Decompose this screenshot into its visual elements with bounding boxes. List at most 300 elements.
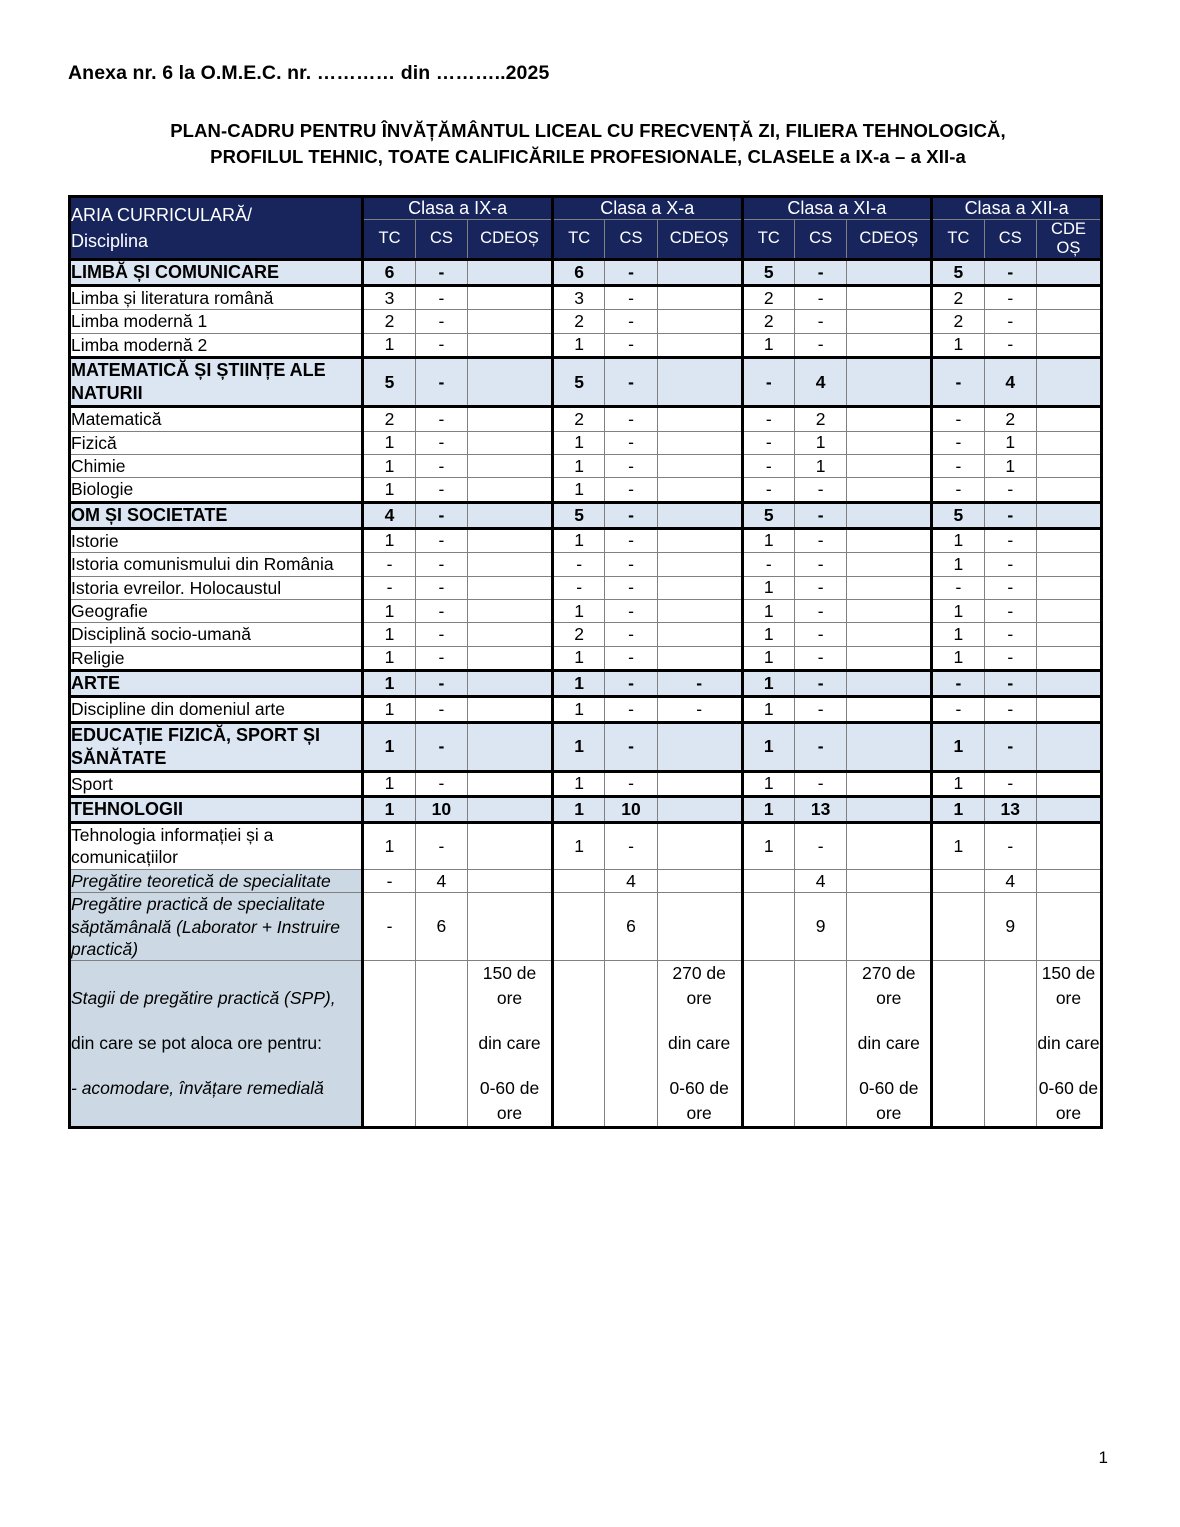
cell-10-tc: 1 xyxy=(552,697,604,722)
cell-9-cs: - xyxy=(415,623,467,646)
cell-12-tc: - xyxy=(932,431,984,454)
spp-cell-10-cdeos xyxy=(657,961,742,1127)
cell-11-cdeos xyxy=(847,431,932,454)
cell-9-tc: 1 xyxy=(363,797,415,823)
cell-10-cs: - xyxy=(605,823,657,870)
cell-10-cs: 10 xyxy=(605,797,657,823)
cell-9-tc: 1 xyxy=(363,771,415,796)
header-sub-12-cdeos: CDE OȘ xyxy=(1036,220,1101,260)
cell-10-cdeos xyxy=(657,310,742,333)
cell-12-cs: - xyxy=(984,671,1036,697)
cell-11-tc: - xyxy=(742,407,794,431)
header-sub-11-cs: CS xyxy=(794,220,846,260)
cell-11-tc: - xyxy=(742,553,794,576)
discipline-row xyxy=(70,576,1102,599)
cell-9-cs: - xyxy=(415,502,467,528)
spp-range-9: 0-60 de ore xyxy=(479,1077,540,1123)
cell-9-cdeos xyxy=(468,407,553,431)
cell-11-cdeos xyxy=(847,823,932,870)
cell-11-tc: - xyxy=(742,454,794,477)
cell-9-tc: 1 xyxy=(363,623,415,646)
cell-11-tc: - xyxy=(742,358,794,407)
cell-11-cs: - xyxy=(794,671,846,697)
cell-12-cdeos xyxy=(1036,553,1101,576)
page-title-line-2: PROFILUL TEHNIC, TOATE CALIFICĂRILE PROFESIONALE, CLASELE a IX-a – a XII-a xyxy=(210,146,966,168)
cell-12-tc: 2 xyxy=(932,285,984,309)
cell-11-cs: - xyxy=(794,478,846,502)
cell-12-cs: 2 xyxy=(984,407,1036,431)
discipline-row xyxy=(70,599,1102,622)
cell-12-cdeos xyxy=(1036,697,1101,722)
cell-9-tc: 2 xyxy=(363,407,415,431)
cell-10-cs: - xyxy=(605,671,657,697)
cell-11-tc: - xyxy=(742,431,794,454)
cell-12-cdeos xyxy=(1036,478,1101,502)
cell-10-cdeos xyxy=(657,623,742,646)
cell-12-tc: 5 xyxy=(932,259,984,285)
cell-12-tc: 1 xyxy=(932,722,984,771)
cell-9-tc: 1 xyxy=(363,646,415,670)
spp-cell-9-cdeos xyxy=(468,961,553,1127)
cell-12-tc: 5 xyxy=(932,502,984,528)
cell-9-tc: 1 xyxy=(363,599,415,622)
cell-10-cdeos xyxy=(657,407,742,431)
cell-11-cs: - xyxy=(794,623,846,646)
row-label: Sport xyxy=(70,771,363,796)
row-label xyxy=(70,893,363,961)
row-label: Matematică xyxy=(70,407,363,431)
cell-9-cs: 4 xyxy=(415,869,467,892)
cell-10-cdeos xyxy=(657,333,742,357)
discipline-row xyxy=(70,646,1102,670)
cell-12-cdeos xyxy=(1036,502,1101,528)
cell-9-cs: - xyxy=(415,671,467,697)
spp-label-italic-1: Stagii de pregătire practică (SPP), xyxy=(71,987,336,1008)
cell-10-cdeos xyxy=(657,454,742,477)
cell-9-cdeos xyxy=(468,454,553,477)
cell-9-cs: - xyxy=(415,697,467,722)
cell-9-cdeos xyxy=(468,502,553,528)
cell-11-cs: - xyxy=(794,502,846,528)
cell-10-cs: - xyxy=(605,310,657,333)
cell-10-tc: 2 xyxy=(552,407,604,431)
cell-10-cs: - xyxy=(605,454,657,477)
cell-12-cs: - xyxy=(984,259,1036,285)
cell-11-tc: 5 xyxy=(742,502,794,528)
cell-11-cdeos xyxy=(847,771,932,796)
discipline-row xyxy=(70,454,1102,477)
cell-12-cs: 9 xyxy=(984,893,1036,961)
cell-11-cdeos xyxy=(847,646,932,670)
cell-11-tc: 1 xyxy=(742,646,794,670)
cell-12-tc: - xyxy=(932,407,984,431)
cell-9-cs: - xyxy=(415,771,467,796)
header-sub-11-tc: TC xyxy=(742,220,794,260)
cell-10-tc: 1 xyxy=(552,454,604,477)
page-title-line-1: PLAN-CADRU PENTRU ÎNVĂȚĂMÂNTUL LICEAL CU FRECVENȚĂ ZI, FILIERA TEHNOLOGICĂ, xyxy=(170,120,1006,141)
cell-11-cdeos xyxy=(847,502,932,528)
spp-cell-9-cs xyxy=(415,961,467,1127)
cell-11-cs: - xyxy=(794,697,846,722)
header-sub-9-cs: CS xyxy=(415,220,467,260)
cell-11-cs: - xyxy=(794,599,846,622)
cell-11-cs: 2 xyxy=(794,407,846,431)
cell-9-cs: - xyxy=(415,285,467,309)
cell-11-cdeos xyxy=(847,623,932,646)
row-label-plain: (Laborator + Instruire practică) xyxy=(71,916,340,959)
cell-10-cdeos xyxy=(657,646,742,670)
cell-9-cs: - xyxy=(415,259,467,285)
cell-9-cs: - xyxy=(415,333,467,357)
cell-9-cdeos xyxy=(468,528,553,552)
cell-12-cs: - xyxy=(984,528,1036,552)
cell-10-cdeos: - xyxy=(657,671,742,697)
cell-9-cs: - xyxy=(415,431,467,454)
cell-10-tc: 1 xyxy=(552,823,604,870)
cell-11-cdeos xyxy=(847,722,932,771)
cell-9-cdeos xyxy=(468,599,553,622)
cell-12-tc: - xyxy=(932,454,984,477)
cell-10-cs: - xyxy=(605,623,657,646)
cell-12-cs: - xyxy=(984,502,1036,528)
cell-9-cdeos xyxy=(468,623,553,646)
cell-10-tc xyxy=(552,893,604,961)
cell-11-cdeos xyxy=(847,285,932,309)
header-class-11: Clasa a XI-a xyxy=(742,197,932,220)
cell-12-cs: - xyxy=(984,697,1036,722)
cell-9-cdeos xyxy=(468,771,553,796)
cell-12-cs: 13 xyxy=(984,797,1036,823)
cell-11-tc: 1 xyxy=(742,333,794,357)
cell-10-cdeos xyxy=(657,502,742,528)
spp-dincare-9: din care xyxy=(478,1033,541,1054)
cell-12-cdeos xyxy=(1036,599,1101,622)
cell-10-tc: 1 xyxy=(552,599,604,622)
cell-10-tc: - xyxy=(552,553,604,576)
cell-11-cs: - xyxy=(794,310,846,333)
cell-10-tc: 5 xyxy=(552,358,604,407)
spp-hours-10: 270 de ore xyxy=(672,963,726,1009)
cell-10-cs: - xyxy=(605,259,657,285)
cell-11-cs: - xyxy=(794,771,846,796)
spp-cell-10-tc xyxy=(552,961,604,1127)
cell-9-tc: 1 xyxy=(363,528,415,552)
cell-12-cdeos xyxy=(1036,893,1101,961)
spp-spacer-a-9 xyxy=(468,1011,551,1031)
spp-label-spacer-2 xyxy=(71,1055,361,1077)
cell-12-cs: - xyxy=(984,646,1036,670)
header-class-10: Clasa a X-a xyxy=(552,197,742,220)
header-sub-10-cdeos: CDEOȘ xyxy=(657,220,742,260)
row-label: LIMBĂ ȘI COMUNICARE xyxy=(70,259,363,285)
cell-12-cdeos xyxy=(1036,285,1101,309)
cell-12-tc: 2 xyxy=(932,310,984,333)
cell-12-tc: 1 xyxy=(932,823,984,870)
cell-10-cdeos: - xyxy=(657,697,742,722)
cell-10-cdeos xyxy=(657,478,742,502)
cell-11-tc: 1 xyxy=(742,797,794,823)
cell-12-cs: 1 xyxy=(984,454,1036,477)
cell-11-cs: - xyxy=(794,576,846,599)
cell-10-tc: 1 xyxy=(552,431,604,454)
cell-11-tc: 1 xyxy=(742,599,794,622)
cell-11-cdeos xyxy=(847,478,932,502)
table-header xyxy=(70,197,1102,260)
cell-9-cdeos xyxy=(468,333,553,357)
cell-10-tc: 1 xyxy=(552,722,604,771)
cell-12-cs: - xyxy=(984,310,1036,333)
row-label: Geografie xyxy=(70,599,363,622)
spp-label-italic-2: - acomodare, învățare remedială xyxy=(71,1078,324,1099)
cell-9-tc: 1 xyxy=(363,478,415,502)
row-label: EDUCAȚIE FIZICĂ, SPORT ȘI SĂNĂTATE xyxy=(70,722,363,771)
spp-cell-10-cs xyxy=(605,961,657,1127)
spp-label-spacer-1 xyxy=(71,1010,361,1032)
page-number: 1 xyxy=(1098,1448,1108,1467)
cell-11-cdeos xyxy=(847,599,932,622)
cell-9-tc: 1 xyxy=(363,823,415,870)
cell-12-cs: - xyxy=(984,553,1036,576)
category-row xyxy=(70,259,1102,285)
cell-9-tc: 3 xyxy=(363,285,415,309)
cell-9-cdeos xyxy=(468,893,553,961)
cell-12-cdeos xyxy=(1036,623,1101,646)
row-label: Tehnologia informației și a comunicațiilor xyxy=(70,823,363,870)
cell-12-cdeos xyxy=(1036,576,1101,599)
row-label: Limba și literatura română xyxy=(70,285,363,309)
cell-9-cdeos xyxy=(468,646,553,670)
spp-spacer-b-12 xyxy=(1037,1056,1100,1076)
cell-10-cs: - xyxy=(605,333,657,357)
cell-9-cs: 6 xyxy=(415,893,467,961)
discipline-row xyxy=(70,478,1102,502)
header-class-9: Clasa a IX-a xyxy=(363,197,553,220)
cell-9-cdeos xyxy=(468,797,553,823)
cell-12-tc: - xyxy=(932,478,984,502)
cell-12-tc: - xyxy=(932,671,984,697)
cell-12-tc xyxy=(932,893,984,961)
cell-11-cs: 9 xyxy=(794,893,846,961)
cell-10-cdeos xyxy=(657,431,742,454)
cell-9-cs: - xyxy=(415,528,467,552)
cell-9-tc: - xyxy=(363,576,415,599)
cell-11-cdeos xyxy=(847,454,932,477)
cell-11-cdeos xyxy=(847,869,932,892)
cell-12-tc: - xyxy=(932,697,984,722)
discipline-row xyxy=(70,285,1102,309)
spp-cell-11-tc xyxy=(742,961,794,1127)
cell-10-cs: - xyxy=(605,599,657,622)
cell-9-cs: - xyxy=(415,599,467,622)
cell-10-cdeos xyxy=(657,553,742,576)
cell-11-cs: - xyxy=(794,259,846,285)
cell-11-tc: 1 xyxy=(742,671,794,697)
discipline-row xyxy=(70,623,1102,646)
row-label: Limba modernă 1 xyxy=(70,310,363,333)
cell-10-tc: 1 xyxy=(552,671,604,697)
cell-12-tc: 1 xyxy=(932,797,984,823)
cell-9-cs: - xyxy=(415,407,467,431)
cell-10-cs: - xyxy=(605,771,657,796)
cell-10-cdeos xyxy=(657,893,742,961)
row-label: Limba modernă 2 xyxy=(70,333,363,357)
cell-10-cs: - xyxy=(605,502,657,528)
cell-9-cdeos xyxy=(468,553,553,576)
cell-11-tc: 1 xyxy=(742,576,794,599)
cell-12-cdeos xyxy=(1036,431,1101,454)
cell-9-cdeos xyxy=(468,358,553,407)
cell-11-cdeos xyxy=(847,407,932,431)
cell-12-cs: 4 xyxy=(984,869,1036,892)
cell-9-cs: 10 xyxy=(415,797,467,823)
discipline-row xyxy=(70,893,1102,961)
cell-9-tc: - xyxy=(363,893,415,961)
spp-dincare-12: din care xyxy=(1037,1033,1100,1054)
cell-10-tc: 1 xyxy=(552,333,604,357)
row-label: ARTE xyxy=(70,671,363,697)
cell-9-tc: 4 xyxy=(363,502,415,528)
spp-spacer-b-10 xyxy=(658,1056,741,1076)
header-label-cell xyxy=(70,197,363,260)
cell-9-tc: - xyxy=(363,869,415,892)
cell-10-cs: - xyxy=(605,528,657,552)
cell-10-tc: 3 xyxy=(552,285,604,309)
cell-10-cdeos xyxy=(657,797,742,823)
cell-11-cdeos xyxy=(847,333,932,357)
spp-cell-12-cdeos xyxy=(1036,961,1101,1127)
cell-9-tc: 1 xyxy=(363,671,415,697)
row-label: Religie xyxy=(70,646,363,670)
cell-12-cdeos xyxy=(1036,333,1101,357)
cell-12-cdeos xyxy=(1036,454,1101,477)
curriculum-plan-table xyxy=(68,195,1103,1129)
spp-dincare-10: din care xyxy=(668,1033,731,1054)
cell-9-tc: 1 xyxy=(363,454,415,477)
row-label: Istoria evreilor. Holocaustul xyxy=(70,576,363,599)
header-sub-10-tc: TC xyxy=(552,220,604,260)
cell-11-cdeos xyxy=(847,671,932,697)
cell-11-cdeos xyxy=(847,893,932,961)
cell-11-cs: 4 xyxy=(794,358,846,407)
cell-11-cs: 13 xyxy=(794,797,846,823)
spp-spacer-a-11 xyxy=(847,1011,930,1031)
cell-9-cs: - xyxy=(415,478,467,502)
category-row xyxy=(70,502,1102,528)
cell-12-cs: - xyxy=(984,771,1036,796)
cell-12-tc: 1 xyxy=(932,333,984,357)
cell-11-tc: 2 xyxy=(742,285,794,309)
cell-11-cdeos xyxy=(847,358,932,407)
cell-12-tc: 1 xyxy=(932,528,984,552)
cell-10-cdeos xyxy=(657,576,742,599)
cell-11-tc: 2 xyxy=(742,310,794,333)
spp-cell-12-cs xyxy=(984,961,1036,1127)
discipline-row xyxy=(70,869,1102,892)
cell-12-tc: 1 xyxy=(932,771,984,796)
cell-10-tc xyxy=(552,869,604,892)
cell-10-cdeos xyxy=(657,869,742,892)
cell-9-cdeos xyxy=(468,576,553,599)
cell-9-tc: 2 xyxy=(363,310,415,333)
cell-11-cs: 1 xyxy=(794,431,846,454)
cell-11-cdeos xyxy=(847,310,932,333)
row-label: Pregătire teoretică de specialitate xyxy=(70,869,363,892)
page-title xyxy=(68,118,1108,171)
cell-12-cdeos xyxy=(1036,407,1101,431)
discipline-row xyxy=(70,310,1102,333)
cell-9-cs: - xyxy=(415,646,467,670)
cell-11-tc: 1 xyxy=(742,823,794,870)
cell-11-tc xyxy=(742,869,794,892)
cell-10-tc: 1 xyxy=(552,646,604,670)
discipline-row xyxy=(70,333,1102,357)
cell-12-cs: 1 xyxy=(984,431,1036,454)
table-body xyxy=(70,259,1102,1127)
cell-12-cs: - xyxy=(984,722,1036,771)
cell-11-tc: 1 xyxy=(742,528,794,552)
cell-11-cs: - xyxy=(794,823,846,870)
row-label: MATEMATICĂ ȘI ȘTIINȚE ALE NATURII xyxy=(70,358,363,407)
cell-12-tc: 1 xyxy=(932,646,984,670)
cell-12-cs: 4 xyxy=(984,358,1036,407)
cell-12-cdeos xyxy=(1036,823,1101,870)
cell-10-cdeos xyxy=(657,599,742,622)
cell-10-cs: - xyxy=(605,407,657,431)
cell-9-tc: 5 xyxy=(363,358,415,407)
cell-10-cs: - xyxy=(605,646,657,670)
cell-12-cdeos xyxy=(1036,722,1101,771)
cell-10-cs: - xyxy=(605,478,657,502)
cell-10-cs: - xyxy=(605,431,657,454)
cell-12-tc: - xyxy=(932,358,984,407)
category-row xyxy=(70,358,1102,407)
cell-9-cdeos xyxy=(468,310,553,333)
cell-10-cs: 4 xyxy=(605,869,657,892)
row-label: Istorie xyxy=(70,528,363,552)
cell-10-cs: - xyxy=(605,722,657,771)
spp-row xyxy=(70,961,1102,1127)
cell-10-tc: 6 xyxy=(552,259,604,285)
spp-hours-9: 150 de ore xyxy=(482,963,537,1009)
row-label-italic: Pregătire practică de specialitate săptămânală xyxy=(71,894,325,937)
cell-12-cs: - xyxy=(984,599,1036,622)
cell-10-cdeos xyxy=(657,259,742,285)
row-label: Biologie xyxy=(70,478,363,502)
cell-11-cs: - xyxy=(794,528,846,552)
cell-10-tc: 5 xyxy=(552,502,604,528)
row-label: Istoria comunismului din România xyxy=(70,553,363,576)
cell-9-tc: - xyxy=(363,553,415,576)
cell-10-tc: 2 xyxy=(552,623,604,646)
spp-spacer-a-10 xyxy=(658,1011,741,1031)
discipline-row xyxy=(70,697,1102,722)
cell-12-cs: - xyxy=(984,823,1036,870)
spp-range-11: 0-60 de ore xyxy=(859,1077,919,1123)
cell-10-cs: - xyxy=(605,553,657,576)
cell-9-cdeos xyxy=(468,285,553,309)
spp-label xyxy=(70,961,363,1127)
cell-10-tc: 1 xyxy=(552,528,604,552)
discipline-row xyxy=(70,431,1102,454)
cell-12-cdeos xyxy=(1036,259,1101,285)
cell-12-cdeos xyxy=(1036,528,1101,552)
spp-cell-12-tc xyxy=(932,961,984,1127)
row-label: Chimie xyxy=(70,454,363,477)
cell-11-cs: - xyxy=(794,333,846,357)
row-label: Discipline din domeniul arte xyxy=(70,697,363,722)
cell-11-cs: - xyxy=(794,553,846,576)
cell-12-cs: - xyxy=(984,285,1036,309)
